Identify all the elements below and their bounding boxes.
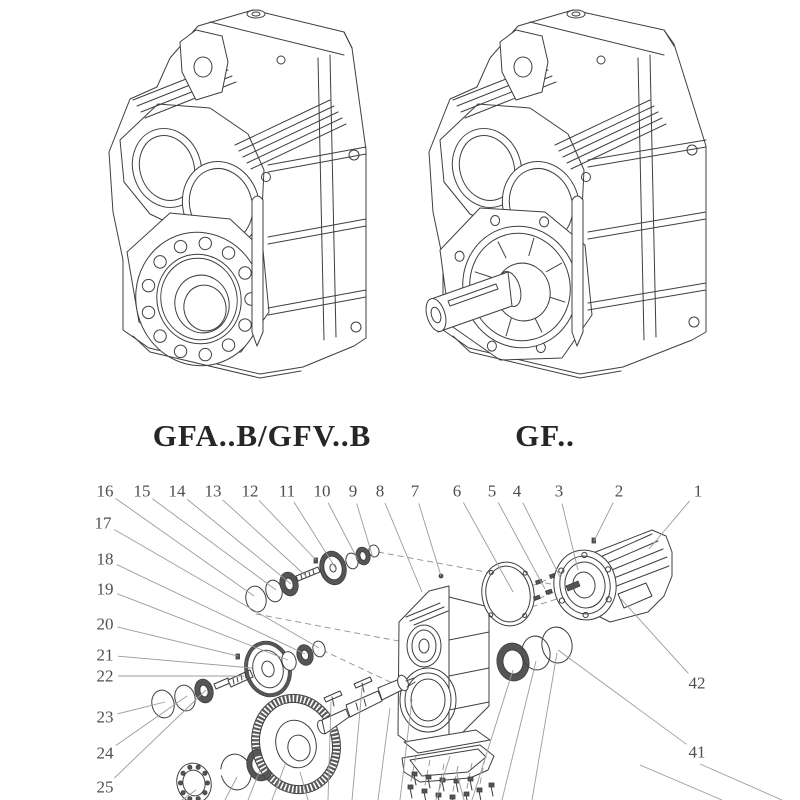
callout-number-7: 7 (410, 481, 420, 501)
set-screw (236, 654, 240, 659)
end-cap (149, 688, 177, 721)
leader-line (225, 777, 237, 800)
callout-number-13: 13 (204, 481, 222, 501)
leader-line (640, 765, 722, 800)
leader-line-42 (621, 599, 688, 673)
leader-line (532, 653, 557, 800)
callout-number-15: 15 (133, 481, 151, 501)
circlip (172, 683, 198, 713)
callout-number-11: 11 (278, 481, 296, 501)
leader-line-12 (259, 500, 316, 560)
ring (539, 625, 575, 666)
leader-line-21 (118, 656, 252, 668)
end-cap (243, 584, 269, 614)
leader-line-8 (385, 503, 422, 592)
callout-number-42: 42 (688, 673, 706, 693)
leader-line (502, 661, 536, 800)
gearbox-left-drawing (109, 10, 366, 380)
callout-number-18: 18 (96, 549, 114, 569)
callout-number-12: 12 (241, 481, 259, 501)
callout-number-14: 14 (168, 481, 186, 501)
leader-line-18 (117, 565, 305, 654)
callout-number-8: 8 (375, 481, 385, 501)
input-shaft-assembly (243, 544, 380, 614)
leader-line-11 (294, 502, 335, 567)
callout-number-6: 6 (452, 481, 462, 501)
gearbox-right-drawing (422, 10, 706, 378)
ball-bearing (172, 759, 215, 800)
leader-line-16 (116, 498, 254, 596)
figure-label-left: GFA..B/GFV..B (152, 418, 372, 453)
leader-line (700, 764, 782, 800)
gear-housing (398, 574, 494, 800)
callout-number-19: 19 (96, 579, 114, 599)
callout-number-21: 21 (96, 645, 114, 665)
leader-line-15 (152, 499, 276, 590)
callout-number-20: 20 (96, 614, 114, 634)
callout-number-4: 4 (512, 481, 522, 501)
callout-number-23: 23 (96, 707, 114, 727)
callout-number-41: 41 (688, 742, 706, 762)
callout-number-22: 22 (96, 666, 114, 686)
leader-line-20 (118, 627, 238, 656)
callout-number-10: 10 (313, 481, 331, 501)
callout-number-2: 2 (614, 481, 624, 501)
leader-line-7 (419, 503, 441, 576)
figure-label-right: GF.. (515, 418, 575, 453)
callout-number-24: 24 (96, 743, 114, 763)
callout-number-17: 17 (94, 513, 112, 533)
callout-number-3: 3 (554, 481, 564, 501)
leader-line-2 (594, 503, 613, 541)
callout-number-25: 25 (96, 777, 114, 797)
output-seal-group (494, 625, 575, 684)
leader-line-4 (523, 503, 561, 579)
leader-line (378, 708, 390, 800)
leader-line-14 (187, 499, 291, 584)
leader-line-1 (649, 501, 690, 549)
exploded-parts-diagram (95, 482, 783, 800)
pinion-shaft (296, 567, 320, 581)
callout-number-1: 1 (693, 481, 703, 501)
callout-number-9: 9 (348, 481, 358, 501)
callout-number-16: 16 (96, 481, 114, 501)
leader-line-41 (558, 650, 687, 744)
callout-number-5: 5 (487, 481, 497, 501)
